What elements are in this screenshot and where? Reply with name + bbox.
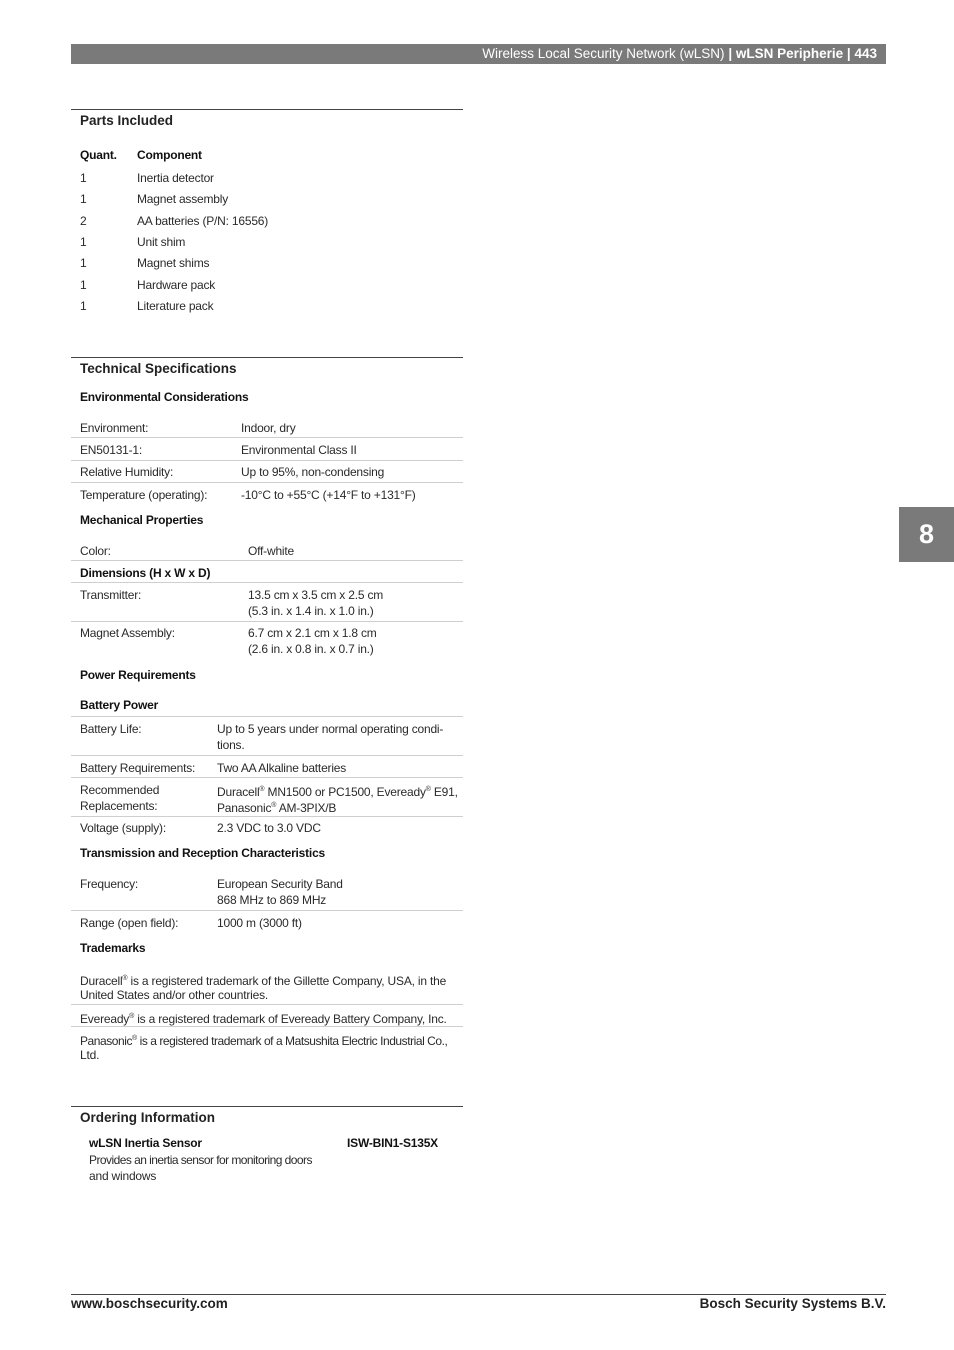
row-divider xyxy=(71,716,463,717)
spec-value: Two AA Alkaline batteries xyxy=(217,761,347,775)
parts-quantity: 1 xyxy=(80,171,87,185)
spec-label: Replacements: xyxy=(80,799,158,813)
row-divider xyxy=(71,1004,463,1005)
spec-label: Color: xyxy=(80,544,111,558)
chapter-tab: 8 xyxy=(899,507,954,562)
column-header-quantity: Quant. xyxy=(80,148,117,162)
row-divider xyxy=(71,437,463,438)
parts-quantity: 1 xyxy=(80,278,87,292)
spec-value: Off-white xyxy=(248,544,294,558)
header-separator: | xyxy=(846,46,851,61)
spec-value: Up to 5 years under normal operating condi- xyxy=(217,722,444,736)
spec-value: 6.7 cm x 2.1 cm x 1.8 cm xyxy=(248,626,377,640)
parts-component: Literature pack xyxy=(137,299,214,313)
parts-quantity: 1 xyxy=(80,235,87,249)
dimensions-heading: Dimensions (H x W x D) xyxy=(80,566,211,580)
spec-value: Duracell® MN1500 or PC1500, Eveready® E91, xyxy=(217,785,458,799)
parts-quantity: 1 xyxy=(80,256,87,270)
spec-label: Battery Requirements: xyxy=(80,761,196,775)
product-code: ISW-BIN1-S135X xyxy=(347,1136,438,1150)
power-requirements-heading: Power Requirements xyxy=(80,668,196,682)
battery-power-heading: Battery Power xyxy=(80,698,159,712)
section-divider xyxy=(71,1106,463,1107)
spec-value: Panasonic® AM-3PIX/B xyxy=(217,801,337,815)
trademark-text: Ltd. xyxy=(80,1048,100,1062)
row-divider xyxy=(71,460,463,461)
footer-website: www.boschsecurity.com xyxy=(71,1296,228,1311)
parts-component: Inertia detector xyxy=(137,171,214,185)
row-divider xyxy=(71,755,463,756)
spec-label: EN50131-1: xyxy=(80,443,143,457)
parts-included-heading: Parts Included xyxy=(80,113,174,128)
ordering-information-heading: Ordering Information xyxy=(80,1110,215,1125)
footer-company: Bosch Security Systems B.V. xyxy=(699,1296,886,1311)
spec-label: Transmitter: xyxy=(80,588,142,602)
footer-divider xyxy=(71,1294,886,1295)
header-separator: | xyxy=(728,46,733,61)
row-divider xyxy=(71,560,463,561)
spec-value: 1000 m (3000 ft) xyxy=(217,916,302,930)
spec-label: Relative Humidity: xyxy=(80,465,174,479)
spec-value: European Security Band xyxy=(217,877,343,891)
trademark-text: United States and/or other countries. xyxy=(80,988,269,1002)
spec-value: 2.3 VDC to 3.0 VDC xyxy=(217,821,321,835)
product-description: Provides an inertia sensor for monitoring doors xyxy=(89,1153,312,1167)
running-header xyxy=(71,44,886,64)
environmental-considerations-heading: Environmental Considerations xyxy=(80,390,249,404)
trademark-text: Duracell® is a registered trademark of the Gillette Company, USA, in the xyxy=(80,974,447,988)
row-divider xyxy=(71,910,463,911)
spec-value: (5.3 in. x 1.4 in. x 1.0 in.) xyxy=(248,604,374,618)
spec-value: 868 MHz to 869 MHz xyxy=(217,893,327,907)
product-name: wLSN Inertia Sensor xyxy=(89,1136,202,1150)
parts-component: Magnet assembly xyxy=(137,192,229,206)
spec-label: Range (open field): xyxy=(80,916,179,930)
spec-value: Indoor, dry xyxy=(241,421,296,435)
spec-label: Recommended xyxy=(80,783,160,797)
parts-quantity: 1 xyxy=(80,192,87,206)
spec-label: Magnet Assembly: xyxy=(80,626,175,640)
spec-value: Environmental Class II xyxy=(241,443,357,457)
header-page-number: 443 xyxy=(854,46,877,61)
spec-value: tions. xyxy=(217,738,245,752)
spec-value: (2.6 in. x 0.8 in. x 0.7 in.) xyxy=(248,642,374,656)
header-section-name: wLSN Peripherie xyxy=(735,46,844,61)
spec-label: Environment: xyxy=(80,421,149,435)
row-divider xyxy=(71,777,463,778)
row-divider xyxy=(71,1026,463,1027)
spec-label: Voltage (supply): xyxy=(80,821,166,835)
column-header-component: Component xyxy=(137,148,202,162)
spec-value: 13.5 cm x 3.5 cm x 2.5 cm xyxy=(248,588,384,602)
spec-label: Battery Life: xyxy=(80,722,142,736)
spec-label: Temperature (operating): xyxy=(80,488,208,502)
section-divider xyxy=(71,357,463,358)
parts-quantity: 2 xyxy=(80,214,87,228)
parts-component: AA batteries (P/N: 16556) xyxy=(137,214,269,228)
spec-label: Frequency: xyxy=(80,877,139,891)
parts-component: Unit shim xyxy=(137,235,186,249)
transmission-characteristics-heading: Transmission and Reception Characteristics xyxy=(80,846,326,860)
parts-component: Hardware pack xyxy=(137,278,216,292)
header-document-title: Wireless Local Security Network (wLSN) xyxy=(482,46,725,61)
row-divider xyxy=(71,816,463,817)
spec-value: Up to 95%, non-condensing xyxy=(241,465,385,479)
technical-specifications-heading: Technical Specifications xyxy=(80,361,237,376)
trademarks-heading: Trademarks xyxy=(80,941,146,955)
parts-quantity: 1 xyxy=(80,299,87,313)
parts-component: Magnet shims xyxy=(137,256,210,270)
mechanical-properties-heading: Mechanical Properties xyxy=(80,513,204,527)
spec-value: -10°C to +55°C (+14°F to +131°F) xyxy=(241,488,416,502)
row-divider xyxy=(71,582,463,583)
trademark-text: Panasonic® is a registered trademark of a Matsushita Electric Industrial Co., xyxy=(80,1034,448,1048)
row-divider xyxy=(71,482,463,483)
row-divider xyxy=(71,621,463,622)
product-description: and windows xyxy=(89,1169,157,1183)
trademark-text: Eveready® is a registered trademark of Eveready Battery Company, Inc. xyxy=(80,1012,447,1026)
section-divider xyxy=(71,109,463,110)
